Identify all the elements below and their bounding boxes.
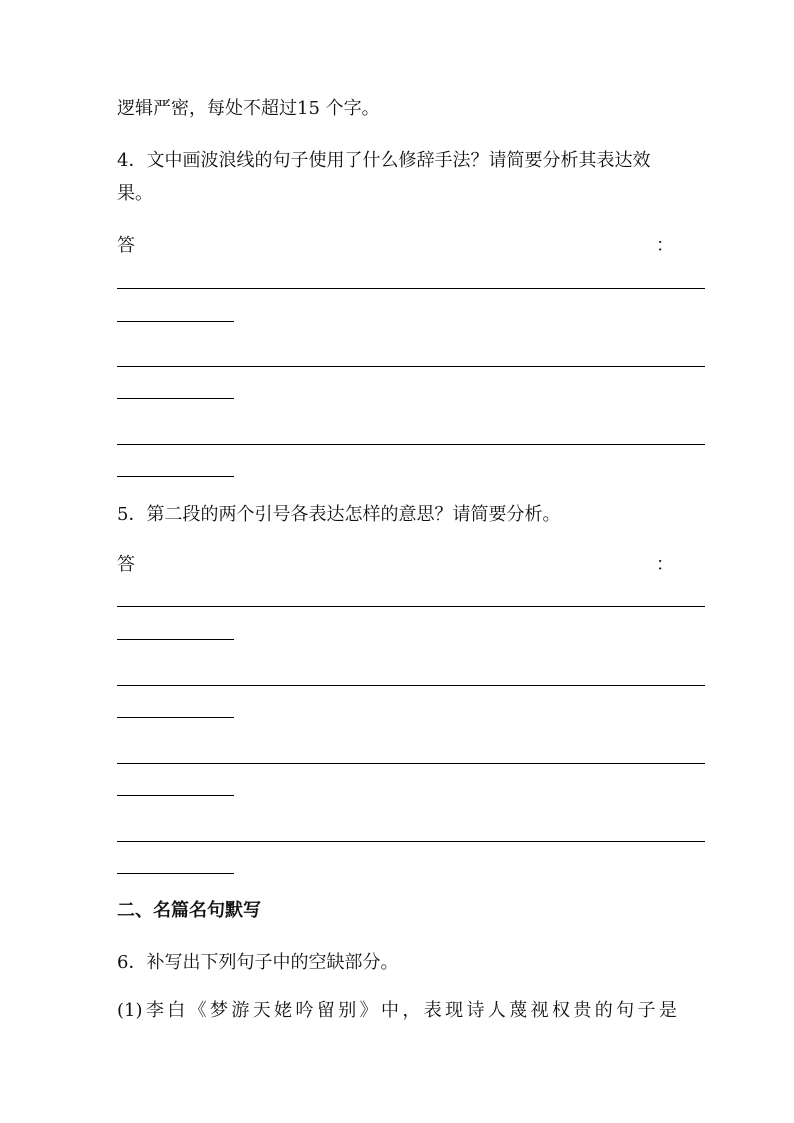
question-6-sub-1-char: 贵 — [573, 1000, 592, 1021]
question-6-sub-1-char: 吟 — [295, 1000, 314, 1021]
answer-line[interactable] — [117, 606, 705, 607]
question-6-sub-1-char: 权 — [552, 1000, 570, 1021]
question-4-text: 4．文中画波浪线的句子使用了什么修辞手法？请简要分析其表达效 — [117, 150, 651, 171]
question-6-text: 6．补写出下列句子中的空缺部分。 — [117, 952, 399, 973]
question-6-sub-1-char: 别 — [338, 1000, 357, 1021]
question-6-sub-1-char: 《 — [188, 1000, 207, 1021]
answer-line[interactable] — [117, 444, 705, 445]
answer-line-short[interactable] — [117, 795, 234, 796]
question-6-sub-1-char: (1) — [117, 1000, 143, 1021]
question-6-sub-1-char: 子 — [637, 1000, 656, 1021]
question-6-sub-1-char: 姥 — [274, 1000, 293, 1021]
answer-line[interactable] — [117, 685, 705, 686]
question-6-sub-1-char: 诗 — [466, 1000, 485, 1021]
answer-colon-q5: ： — [656, 554, 674, 575]
continuation-text: 逻辑严密，每处不超过15 个字。 — [117, 98, 380, 119]
question-6-sub-1-char: 的 — [594, 1000, 613, 1021]
answer-line[interactable] — [117, 841, 705, 842]
question-6-sub-1-char: 是 — [658, 1000, 677, 1021]
answer-label-q4: 答 — [117, 235, 135, 256]
question-6-sub-1-char: 现 — [445, 1000, 464, 1021]
answer-line-short[interactable] — [117, 321, 234, 322]
answer-line-short[interactable] — [117, 717, 234, 718]
question-6-sub-1-char: ， — [402, 1000, 421, 1021]
question-6-sub-1-char: 人 — [487, 1000, 506, 1021]
question-6-sub-1 — [117, 999, 677, 1023]
question-6-sub-1-char: 白 — [167, 1000, 186, 1021]
question-6-sub-1-char: 天 — [252, 1000, 271, 1021]
question-6-sub-1-char: 留 — [316, 1000, 335, 1021]
question-6-sub-1-char: 中 — [381, 1000, 399, 1021]
section-2-heading: 二、名篇名句默写 — [117, 900, 261, 921]
answer-line[interactable] — [117, 763, 705, 764]
answer-line[interactable] — [117, 288, 705, 289]
question-6-sub-1-char: 李 — [145, 1000, 164, 1021]
question-6-sub-1-char: 梦 — [210, 1000, 228, 1021]
question-4-text-cont: 果。 — [117, 183, 153, 204]
answer-line-short[interactable] — [117, 873, 234, 874]
answer-line-short[interactable] — [117, 476, 234, 477]
question-6-sub-1-char: 句 — [616, 1000, 635, 1021]
question-6-sub-1-char: 》 — [359, 1000, 378, 1021]
answer-colon-q4: ： — [656, 235, 674, 256]
answer-line-short[interactable] — [117, 398, 234, 399]
answer-line-short[interactable] — [117, 639, 234, 640]
question-6-sub-1-char: 游 — [231, 1000, 250, 1021]
question-5-text: 5．第二段的两个引号各表达怎样的意思？请简要分析。 — [117, 504, 561, 525]
question-6-sub-1-char: 视 — [530, 1000, 549, 1021]
answer-label-q5: 答 — [117, 554, 135, 575]
answer-line[interactable] — [117, 366, 705, 367]
question-6-sub-1-char: 表 — [423, 1000, 442, 1021]
question-6-sub-1-char: 蔑 — [509, 1000, 528, 1021]
